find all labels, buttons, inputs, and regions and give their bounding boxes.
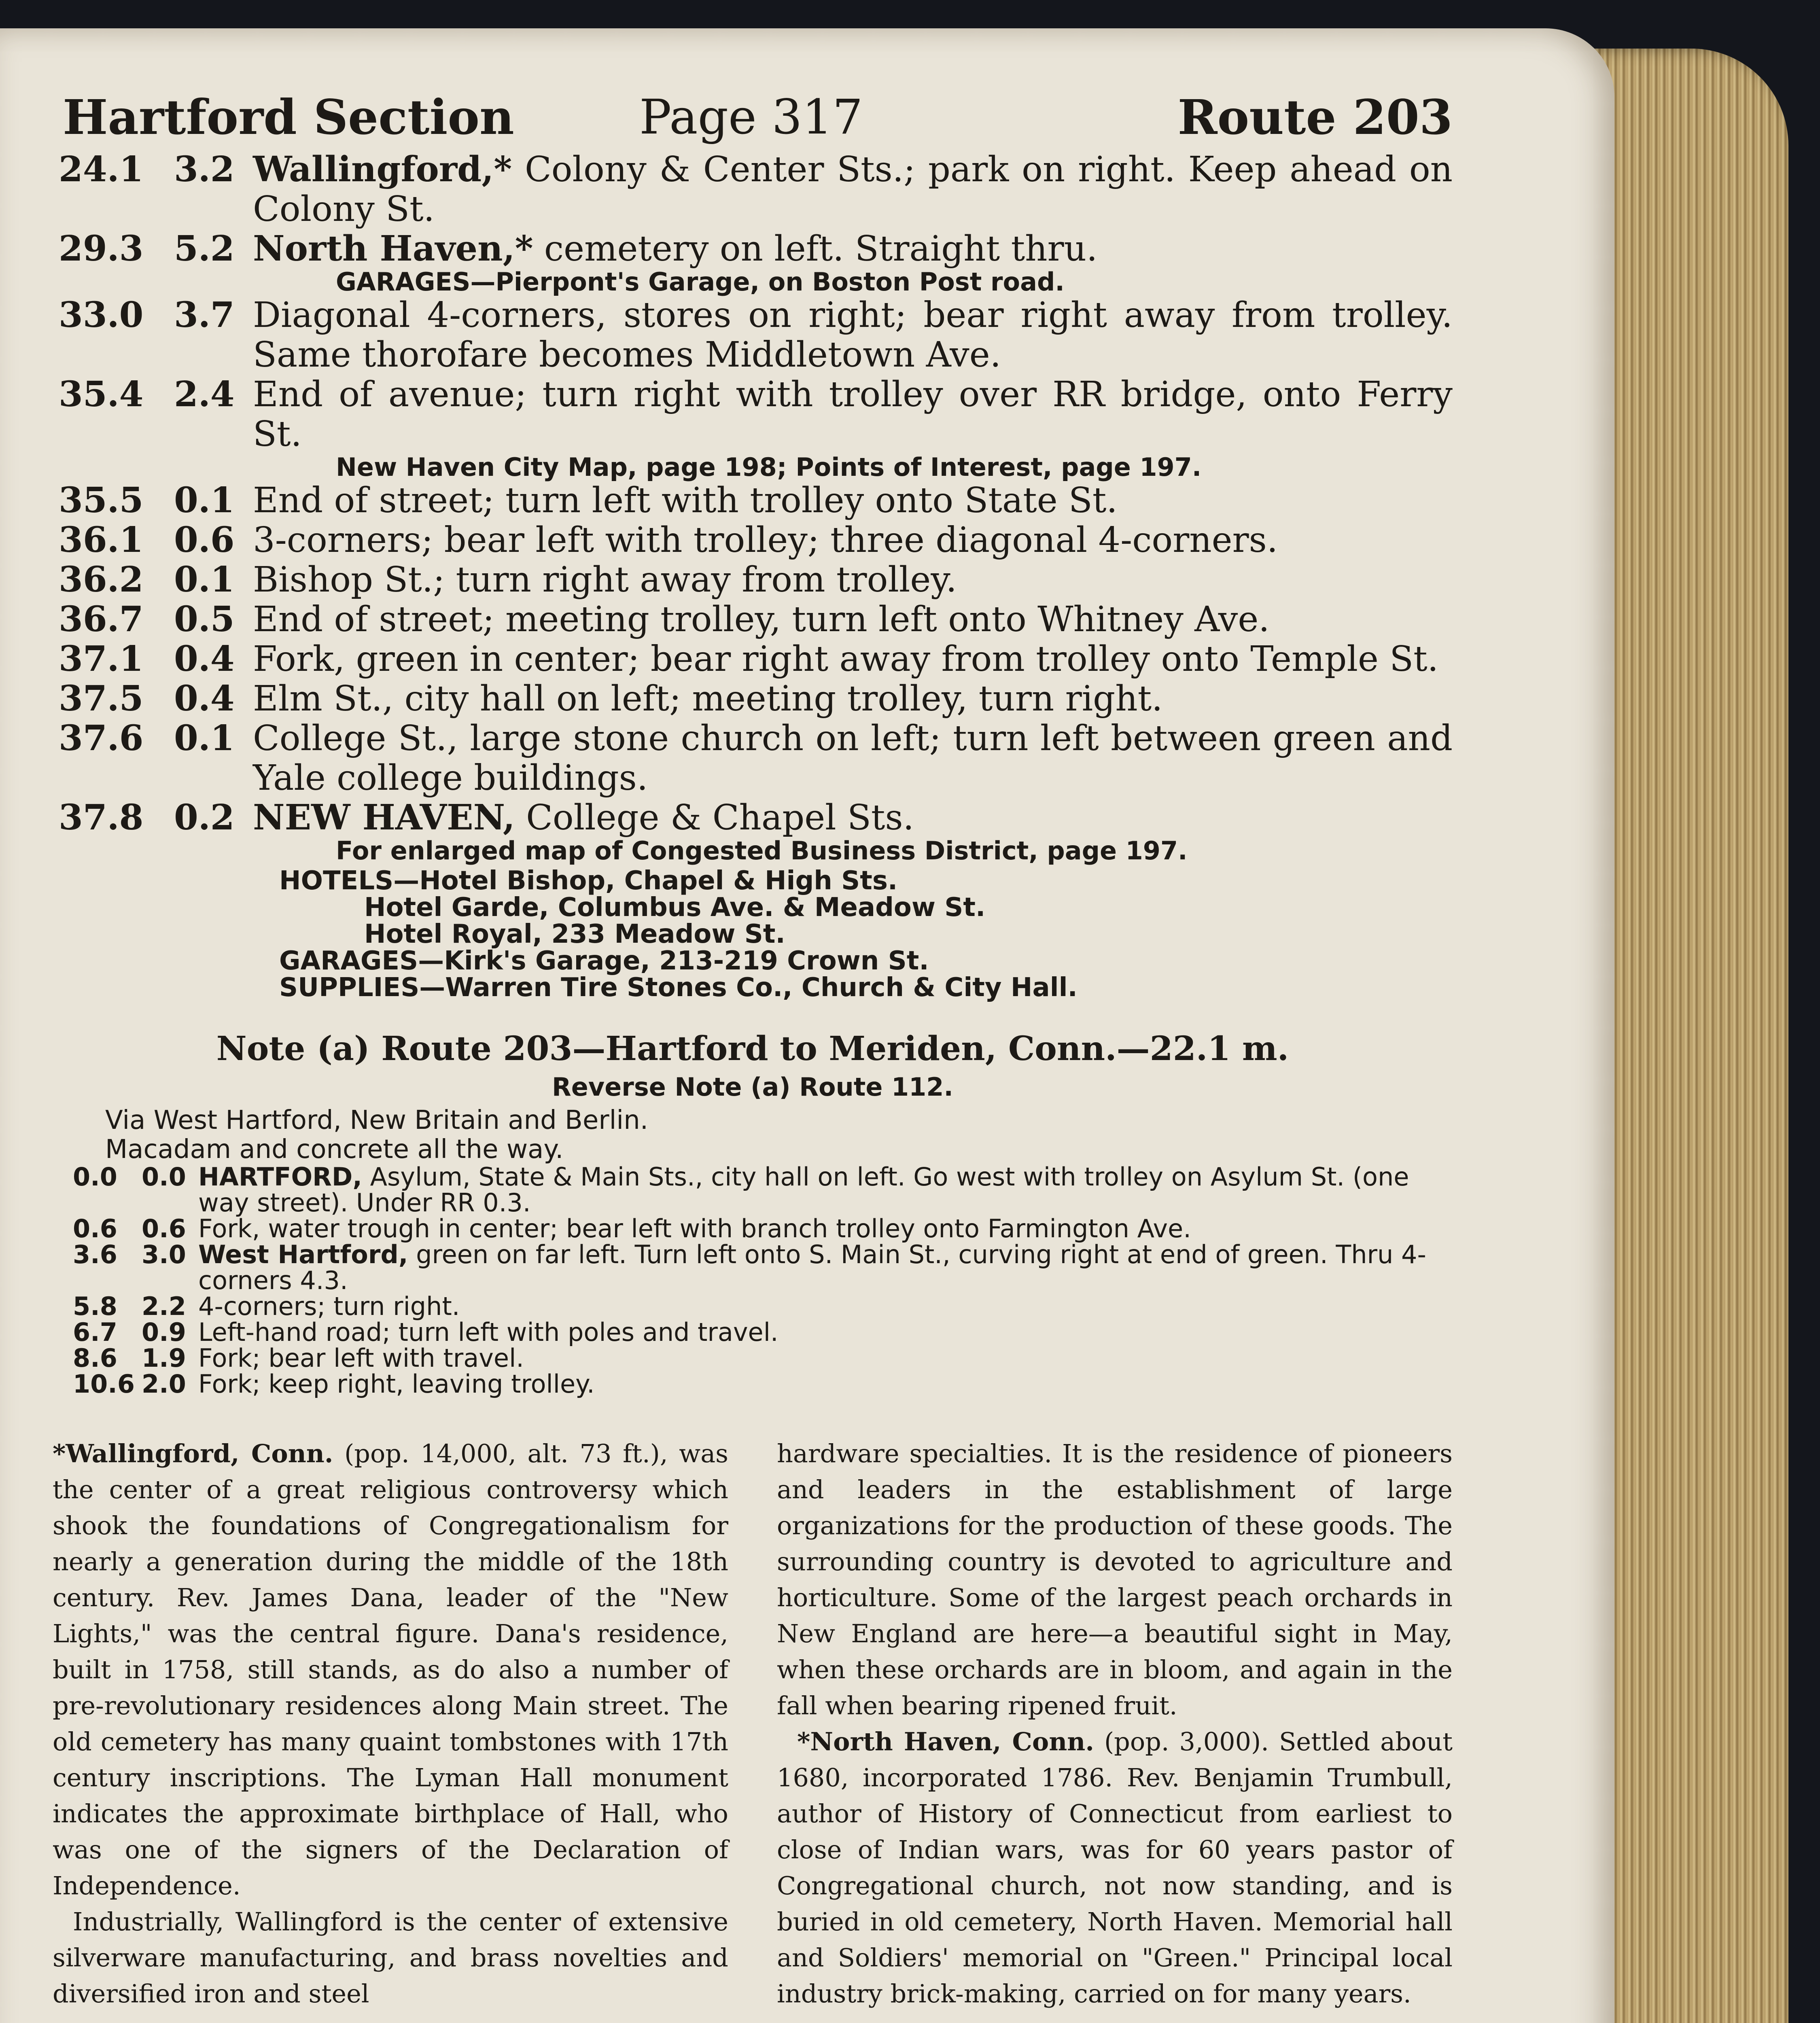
note-via-line: Via West Hartford, New Britain and Berlin. bbox=[105, 1105, 649, 1135]
mileage-total: 35.4 bbox=[59, 374, 144, 415]
direction-text: Elm St., city hall on left; meeting trolley, turn right. bbox=[253, 679, 1163, 719]
route-table bbox=[53, 150, 1453, 864]
paragraph-lead: *Wallingford, Conn. bbox=[53, 1439, 333, 1468]
mileage-segment: 0.6 bbox=[174, 520, 235, 560]
note-direction-text: Fork; keep right, leaving trolley. bbox=[198, 1369, 595, 1399]
history-paragraph bbox=[53, 1436, 728, 1904]
route-row bbox=[53, 375, 1453, 454]
direction-text: End of street; meeting trolley, turn left onto Whitney Ave. bbox=[253, 599, 1270, 640]
note-route-row bbox=[53, 1345, 1453, 1371]
paragraph-text: hardware specialties. It is the residence of pioneers and leaders in the establishment of large organizations for the production of these goods. The surrounding country is devoted to agriculture and horticulture. Some of the largest peach orchards in New England are here—a beautiful sight in May, when these orchards are in bloom, and again in the fall when bearing ripened fruit. bbox=[777, 1439, 1453, 1720]
note-mileage-total: 6.7 bbox=[73, 1317, 117, 1347]
note-mileage-segment: 0.0 bbox=[142, 1162, 186, 1192]
mileage-total: 37.8 bbox=[59, 797, 144, 838]
note-reverse: Reverse Note (a) Route 112. bbox=[552, 1072, 953, 1102]
route-row bbox=[53, 229, 1453, 269]
route-row bbox=[53, 679, 1453, 719]
service-listing: Hotel Garde, Columbus Ave. & Meadow St. bbox=[364, 893, 986, 922]
note-mileage-total: 0.0 bbox=[73, 1162, 117, 1192]
direction-text: Fork, green in center; bear right away from trolley onto Temple St. bbox=[253, 639, 1439, 679]
route-subnote: GARAGES—Pierpont's Garage, on Boston Post road. bbox=[336, 267, 1065, 297]
route-row bbox=[53, 150, 1453, 229]
note-direction-text: Fork, water trough in center; bear left with branch trolley onto Farmington Ave. bbox=[198, 1214, 1191, 1243]
mileage-total: 37.5 bbox=[59, 678, 144, 719]
direction-text: End of street; turn left with trolley onto State St. bbox=[253, 480, 1118, 521]
note-direction-text: 4-corners; turn right. bbox=[198, 1291, 460, 1321]
note-mileage-segment: 3.0 bbox=[142, 1240, 186, 1269]
note-mileage-total: 5.8 bbox=[73, 1291, 117, 1321]
note-route-row bbox=[53, 1242, 1453, 1294]
mileage-segment: 0.1 bbox=[174, 480, 235, 521]
service-listing: HOTELS—Hotel Bishop, Chapel & High Sts. bbox=[279, 866, 898, 896]
history-paragraph bbox=[777, 1724, 1453, 2012]
direction-text: Bishop St.; turn right away from trolley. bbox=[253, 560, 957, 600]
note-route-row bbox=[53, 1371, 1453, 1397]
note-mileage-segment: 1.9 bbox=[142, 1343, 186, 1373]
mileage-segment: 0.1 bbox=[174, 718, 235, 759]
service-listing: SUPPLIES—Warren Tire Stones Co., Church & City Hall. bbox=[279, 973, 1078, 1003]
direction-text: cemetery on left. Straight thru. bbox=[533, 229, 1098, 269]
note-route-row bbox=[53, 1216, 1453, 1242]
service-listing: Hotel Royal, 233 Meadow St. bbox=[364, 919, 785, 949]
route-row bbox=[53, 560, 1453, 600]
route-row bbox=[53, 798, 1453, 838]
paragraph-text: Industrially, Wallingford is the center of extensive silverware manufacturing, and brass novelties and diversified iron and steel bbox=[53, 1907, 728, 2008]
page-content bbox=[53, 81, 1453, 2023]
history-paragraph bbox=[777, 1436, 1453, 1724]
mileage-segment: 0.4 bbox=[174, 638, 235, 679]
direction-text: College St., large stone church on left; turn left between green and Yale college buildings. bbox=[253, 718, 1453, 798]
note-direction-text: green on far left. Turn left onto S. Main St., curving right at end of green. Thru 4-corners 4.3. bbox=[198, 1240, 1426, 1295]
direction-text: Diagonal 4-corners, stores on right; bear right away from trolley. Same thorofare becomes Middletown Ave. bbox=[253, 295, 1453, 375]
mileage-segment: 0.5 bbox=[174, 599, 235, 640]
direction-text: 3-corners; bear left with trolley; three diagonal 4-corners. bbox=[253, 520, 1278, 560]
route-subnote: For enlarged map of Congested Business District, page 197. bbox=[336, 836, 1188, 865]
direction-text: End of avenue; turn right with trolley over RR bridge, onto Ferry St. bbox=[253, 374, 1453, 454]
route-row bbox=[53, 520, 1453, 560]
mileage-total: 36.1 bbox=[59, 520, 144, 560]
paragraph-text: (pop. 3,000). Settled about 1680, incorporated 1786. Rev. Benjamin Trumbull, author of History of Connecticut from earliest to close of Indian wars, was for 60 years pastor of Congregational church, not now standing, and is buried in old cemetery, North Haven. Memorial hall and Soldiers' memorial on "Green." Principal local industry brick-making, carried on for many years. bbox=[777, 1727, 1453, 2008]
note-route-row bbox=[53, 1319, 1453, 1345]
note-route-row bbox=[53, 1291, 1453, 1321]
route-subnote: New Haven City Map, page 198; Points of Interest, page 197. bbox=[336, 452, 1202, 482]
place-name: North Haven,* bbox=[253, 228, 533, 269]
mileage-segment: 0.1 bbox=[174, 559, 235, 600]
mileage-segment: 0.2 bbox=[174, 797, 235, 838]
new-haven-services bbox=[53, 867, 1453, 1001]
section-title: Hartford Section bbox=[63, 89, 514, 145]
note-mileage-segment: 2.2 bbox=[142, 1291, 186, 1321]
note-route-table bbox=[53, 1164, 1453, 1397]
note-mileage-total: 8.6 bbox=[73, 1343, 117, 1373]
note-surface-line: Macadam and concrete all the way. bbox=[105, 1134, 564, 1164]
service-listing: GARAGES—Kirk's Garage, 213-219 Crown St. bbox=[279, 946, 929, 976]
note-place-name: HARTFORD, bbox=[198, 1162, 362, 1192]
note-direction-text: Left-hand road; turn left with poles and travel. bbox=[198, 1317, 778, 1347]
note-mileage-total: 0.6 bbox=[73, 1214, 117, 1243]
right-column bbox=[777, 1436, 1453, 2012]
route-row bbox=[53, 639, 1453, 679]
history-paragraph bbox=[53, 1904, 728, 2012]
mileage-segment: 3.2 bbox=[174, 149, 235, 190]
left-column bbox=[53, 1436, 728, 2012]
note-via bbox=[53, 1106, 1453, 1164]
direction-text: College & Chapel Sts. bbox=[515, 797, 914, 838]
mileage-total: 24.1 bbox=[59, 149, 144, 190]
mileage-total: 29.3 bbox=[59, 228, 144, 269]
mileage-segment: 0.4 bbox=[174, 678, 235, 719]
mileage-total: 36.7 bbox=[59, 599, 144, 640]
note-direction-text: Asylum, State & Main Sts., city hall on left. Go west with trolley on Asylum St. (one way street). Under RR 0.3. bbox=[198, 1162, 1409, 1217]
route-row bbox=[53, 600, 1453, 639]
route-row bbox=[53, 481, 1453, 520]
route-row bbox=[53, 295, 1453, 375]
note-mileage-total: 10.6 bbox=[73, 1369, 135, 1399]
mileage-segment: 5.2 bbox=[174, 228, 235, 269]
note-mileage-segment: 2.0 bbox=[142, 1369, 186, 1399]
note-direction-text: Fork; bear left with travel. bbox=[198, 1343, 524, 1373]
mileage-total: 35.5 bbox=[59, 480, 144, 521]
note-title: Note (a) Route 203—Hartford to Meriden, Conn.—22.1 m. bbox=[216, 1029, 1289, 1068]
mileage-total: 37.6 bbox=[59, 718, 144, 759]
place-name: NEW HAVEN, bbox=[253, 797, 515, 838]
paragraph-lead: *North Haven, Conn. bbox=[797, 1727, 1094, 1756]
note-mileage-segment: 0.9 bbox=[142, 1317, 186, 1347]
mileage-total: 36.2 bbox=[59, 559, 144, 600]
mileage-segment: 3.7 bbox=[174, 295, 235, 335]
mileage-segment: 2.4 bbox=[174, 374, 235, 415]
mileage-total: 37.1 bbox=[59, 638, 144, 679]
history-columns bbox=[53, 1436, 1453, 2023]
note-place-name: West Hartford, bbox=[198, 1240, 408, 1269]
route-row bbox=[53, 719, 1453, 798]
direction-text: Colony & Center Sts.; park on right. Keep ahead on Colony St. bbox=[253, 149, 1453, 229]
route-number: Route 203 bbox=[1177, 89, 1453, 145]
note-route-row bbox=[53, 1164, 1453, 1216]
note-mileage-total: 3.6 bbox=[73, 1240, 117, 1269]
note-mileage-segment: 0.6 bbox=[142, 1214, 186, 1243]
mileage-total: 33.0 bbox=[59, 295, 144, 335]
running-header bbox=[53, 81, 1453, 150]
place-name: Wallingford,* bbox=[253, 149, 512, 190]
paragraph-text: (pop. 14,000, alt. 73 ft.), was the center of a great religious controversy which shook the foundations of Congregationalism for nearly a generation during the middle of the 18th century. Rev. James Dana, leader of the "New Lights," was the central figure. Dana's residence, built in 1758, still stands, as do also a number of pre-revolutionary residences along Main street. The old cemetery has many quaint tombstones with 17th century inscriptions. The Lyman Hall monument indicates the approximate birthplace of Hall, who was one of the signers of the Declaration of Independence. bbox=[53, 1439, 729, 1900]
page-number: Page 317 bbox=[639, 89, 863, 145]
